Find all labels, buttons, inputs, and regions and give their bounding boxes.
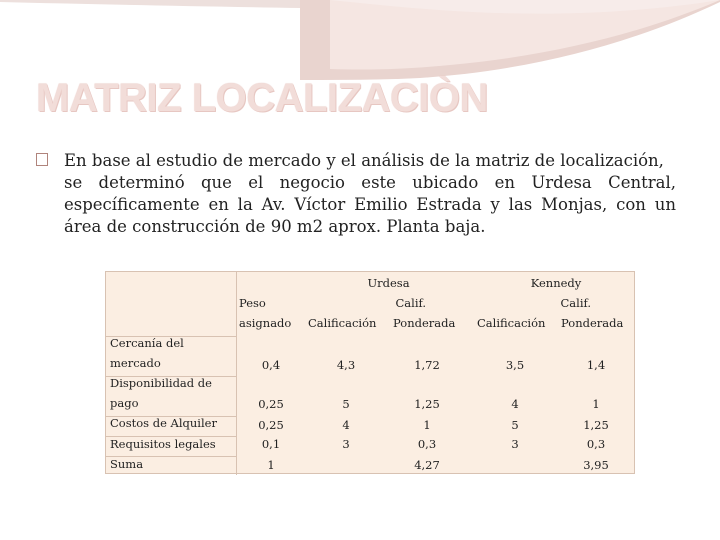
cell-kennedy-ponderada: 1,4 xyxy=(586,358,606,372)
cell-kennedy-calificacion: 5 xyxy=(511,418,519,432)
header-urdesa-ponderada: Ponderada xyxy=(393,316,456,330)
header-urdesa-calif: Calif. xyxy=(395,296,426,310)
bullet-square-icon xyxy=(36,153,48,166)
cell-urdesa-calificacion: 4 xyxy=(342,418,350,432)
factor-label: Requisitos legales xyxy=(110,437,216,451)
bullet-line: específicamente en la Av. Víctor Emilio Estrada y las Monjas, con un xyxy=(64,195,676,214)
factor-label: Disponibilidad de xyxy=(110,376,212,390)
header-kennedy-calificacion: Calificación xyxy=(477,316,546,330)
group-header-urdesa: Urdesa xyxy=(367,276,410,290)
cell-urdesa-calificacion: 3 xyxy=(342,437,350,451)
page-title: MATRIZ LOCALIZACIÒN xyxy=(36,76,488,120)
cell-urdesa-calificacion: 5 xyxy=(342,397,350,411)
header-kennedy-calif: Calif. xyxy=(560,296,591,310)
cell-urdesa-ponderada: 1,72 xyxy=(414,358,440,372)
factor-label-suma: Suma xyxy=(110,457,144,471)
cell-peso: 0,4 xyxy=(261,358,281,372)
cell-peso-total: 1 xyxy=(267,458,275,472)
cell-kennedy-ponderada: 0,3 xyxy=(586,437,606,451)
cell-urdesa-calificacion: 4,3 xyxy=(336,358,356,372)
bullet-line: se determinó que el negocio este ubicado en Urdesa Central, xyxy=(64,173,676,192)
header-peso: Peso xyxy=(239,296,266,310)
factor-label: Cercanía del xyxy=(110,336,184,350)
cell-kennedy-ponderada: 1 xyxy=(592,397,600,411)
bullet-text xyxy=(64,150,676,238)
group-header-kennedy: Kennedy xyxy=(530,276,582,290)
cell-urdesa-ponderada: 1 xyxy=(423,418,431,432)
cell-peso: 0,25 xyxy=(258,397,284,411)
cell-kennedy-calificacion: 4 xyxy=(511,397,519,411)
cell-peso: 0,1 xyxy=(261,437,281,451)
cell-kennedy-calificacion: 3,5 xyxy=(505,358,525,372)
header-peso-2: asignado xyxy=(239,316,292,330)
header-urdesa-calificacion: Calificación xyxy=(308,316,377,330)
grid-line xyxy=(236,272,237,475)
factor-label: Costos de Alquiler xyxy=(110,416,217,430)
factor-label: mercado xyxy=(110,356,161,370)
cell-urdesa-ponderada: 0,3 xyxy=(417,437,437,451)
bullet-line: En base al estudio de mercado y el análisis de la matriz de localización, xyxy=(64,151,664,170)
cell-urdesa-ponderada: 1,25 xyxy=(414,397,440,411)
factor-label: pago xyxy=(110,396,139,410)
cell-kennedy-total: 3,95 xyxy=(583,458,609,472)
bullet-paragraph xyxy=(36,150,676,238)
header-kennedy-ponderada: Ponderada xyxy=(561,316,624,330)
cell-peso: 0,25 xyxy=(258,418,284,432)
band-shape-left xyxy=(0,0,300,8)
cell-urdesa-total: 4,27 xyxy=(414,458,440,472)
bullet-line: área de construcción de 90 m2 aprox. Planta baja. xyxy=(64,217,486,236)
localization-matrix-table xyxy=(105,271,635,474)
cell-kennedy-calificacion: 3 xyxy=(511,437,519,451)
cell-kennedy-ponderada: 1,25 xyxy=(583,418,609,432)
